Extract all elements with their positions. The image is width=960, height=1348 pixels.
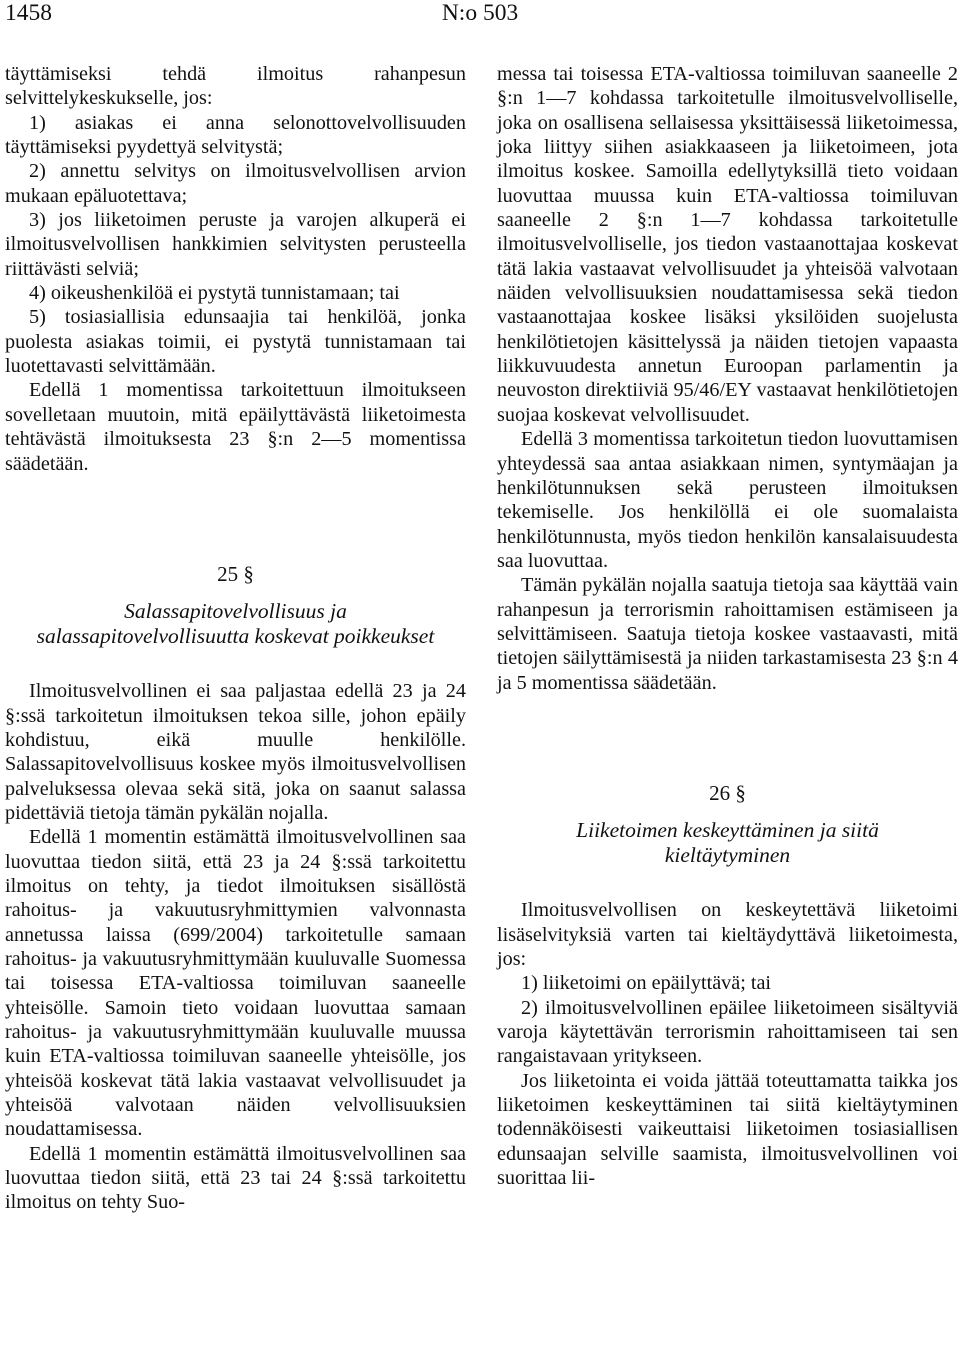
- list-item: 1) asiakas ei anna selonottovelvollisuuden täyttämiseksi pyydettyä selvitystä;: [5, 111, 466, 159]
- paragraph: Ilmoitusvelvollisen on keskeytettävä liiketoimi lisäselvityksiä varten tai kieltäydyttävä liiketoimesta, jos:: [497, 899, 958, 970]
- section-number: 26 §: [709, 780, 746, 805]
- page-number: 1458: [5, 0, 52, 26]
- law-number: N:o 503: [441, 0, 519, 26]
- paragraph: täyttämiseksi tehdä ilmoitus rahanpesun selvittelykeskukselle, jos:: [5, 63, 466, 110]
- list-item: 2) annettu selvitys on ilmoitusvelvollisen arvion mukaan epäluotettava;: [5, 160, 466, 207]
- list-item: 3) jos liiketoimen peruste ja varojen alkuperä ei ilmoitusvelvollisen hankkimien selvitysten perusteella riittävästi selviä;: [5, 209, 466, 280]
- right-column: [497, 62, 958, 1190]
- section-number: 25 §: [217, 561, 254, 586]
- paragraph: Ilmoitusvelvollinen ei saa paljastaa edellä 23 ja 24 §:ssä tarkoitetun ilmoituksen tekoa sille, johon epäily kohdistuu, eikä muulle henkilölle. Salassapitovelvollisuus koskee myös ilmoitusvelvollisen palveluksessa olevaa sekä sitä, joka on saanut salassa pidettäviä tietoja tämän pykälän nojalla.: [5, 680, 466, 824]
- list-item: 2) ilmoitusvelvollinen epäilee liiketoimeen sisältyviä varoja käytettävän terrorismin rahoittamiseen tai sen rangaistavaan yritykseen.: [497, 996, 958, 1068]
- paragraph: Tämän pykälän nojalla saatuja tietoja saa käyttää vain rahanpesun ja terrorismin rahoittamisen estämiseen ja selvittämiseen. Saatuja tietoja koskee vastaavasti, mitä tietojen säilyttämisestä ja niiden tarkastamisesta 23 §:n 4 ja 5 momentissa säädetään.: [497, 574, 958, 694]
- paragraph: Jos liiketointa ei voida jättää toteuttamatta taikka jos liiketoimen keskeyttäminen tai siitä kieltäytyminen todennäköisesti vaikeuttaisi liiketoimen tosiasiallisen edunsaajan selville saamista, ilmoitusvelvollinen voi suorittaa lii-: [497, 1069, 958, 1190]
- section-heading: Salassapitovelvollisuus ja salassapitovelvollisuutta koskevat poikkeukset: [36, 599, 435, 649]
- paragraph: Edellä 3 momentissa tarkoitetun tiedon luovuttamisen yhteydessä saa antaa asiakkaan nimen, syntymäajan ja henkilötunnuksen sekä perusteen ilmoituksen tekemiselle. Jos henkilöllä ei ole suomalaista henkilötunnusta, myös tiedon henkilön kansalaisuudesta saa luovuttaa.: [497, 428, 958, 572]
- list-item: 5) tosiasiallisia edunsaajia tai henkilöä, jonka puolesta asiakas toimii, ei pystytä tunnistamaan tai luotettavasti selvittämään.: [5, 306, 466, 378]
- list-item: 4) oikeushenkilöä ei pystytä tunnistamaan; tai: [29, 282, 400, 305]
- section-heading: Liiketoimen keskeyttäminen ja siitä kieltäytyminen: [576, 818, 879, 868]
- paragraph: Edellä 1 momentin estämättä ilmoitusvelvollinen saa luovuttaa tiedon siitä, että 23 ja 24 §:ssä tarkoitettu ilmoitus on tehty, ja tiedot ilmoituksen sisällöstä rahoitus- ja vakuutusryhmittymien valvonnasta annetussa laissa (699/2004) tarkoitetulle samaan rahoitus- ja vakuutusryhmittymään kuuluvalle Suomessa tai toisessa ETA-valtiossa toimiluvan saaneelle yhteisölle. Samoin tieto voidaan luovuttaa samaan rahoitus- ja vakuutusryhmittymään kuuluvalle muussa kuin ETA-valtiossa toimiluvan saaneelle yhteisölle, jos yhteisöä koskevat tätä lakia vastaavat velvollisuudet ja yhteisöä valvotaan näiden velvollisuuksien noudattamisessa.: [5, 826, 466, 1141]
- paragraph: messa tai toisessa ETA-valtiossa toimiluvan saaneelle 2 §:n 1—7 kohdassa tarkoitetulle ilmoitusvelvolliselle, joka on osallisena sellaisessa yksittäisessä liiketoimessa, joka liittyy siihen asiakkaaseen ja liiketoimeen, jota ilmoitus koskee. Samoilla edellytyksillä tieto voidaan luovuttaa muussa kuin ETA-valtiossa toimiluvan saaneelle 2 §:n 1—7 kohdassa tarkoitetulle ilmoitusvelvolliselle, jos tiedon vastaanottajaa koskevat tätä lakia vastaavat velvollisuudet ja yhteisöä valvotaan näiden velvollisuuksien noudattamisessa sekä tiedon vastaanottajaa koskee lisäksi yksilöiden suojelusta henkilötietojen käsittelyssä ja näiden tietojen vapaasta liikkuvuudesta annetun Euroopan parlamentin ja neuvoston direktiiviä 95/46/EY vastaavat henkilötietojen suojaa koskevat velvollisuudet.: [497, 63, 958, 426]
- paragraph: Edellä 1 momentissa tarkoitettuun ilmoitukseen sovelletaan muutoin, mitä epäilyttävästä liiketoimesta tehtävästä ilmoituksesta 23 §:n 2—5 momentissa säädetään.: [5, 379, 466, 475]
- paragraph: Edellä 1 momentin estämättä ilmoitusvelvollinen saa luovuttaa tiedon siitä, että 23 tai 24 §:ssä tarkoitettu ilmoitus on tehty Suo-: [5, 1142, 466, 1214]
- list-item: 1) liiketoimi on epäilyttävä; tai: [521, 972, 772, 995]
- left-column: [5, 62, 466, 1215]
